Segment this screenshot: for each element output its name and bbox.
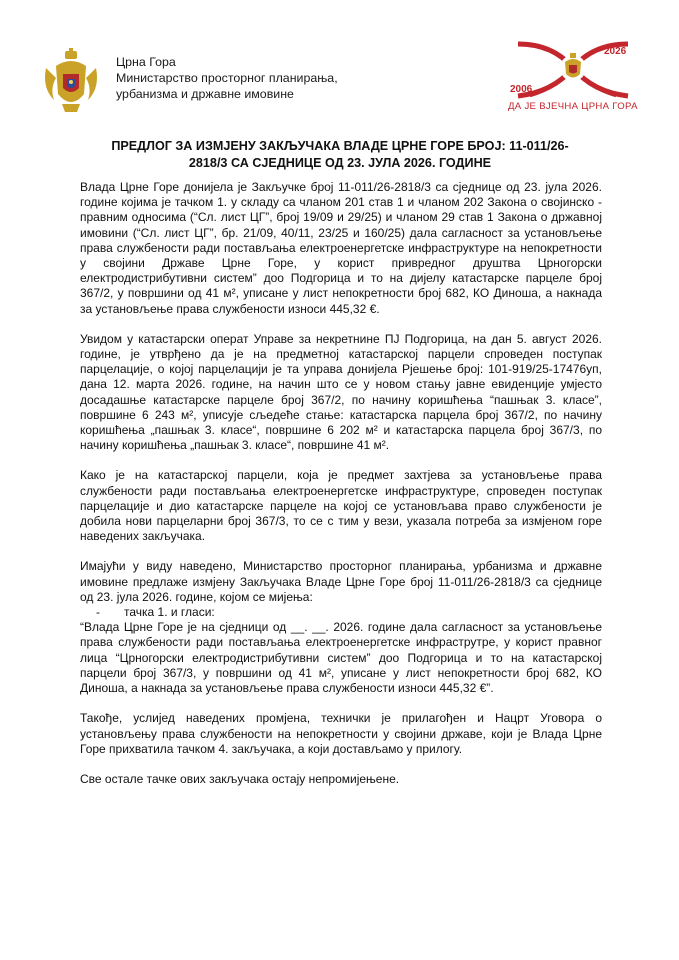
- letterhead: [0, 0, 679, 120]
- country-name: Црна Гора: [116, 55, 176, 69]
- document-title: [70, 138, 610, 172]
- list-item-text: тачка 1. и гласи:: [124, 605, 215, 620]
- coat-of-arms-icon: [40, 48, 102, 116]
- paragraph-cadastre: Увидом у катастарски операт Управе за некретнине ПЈ Подгорица, на дан 5. август 2026. године, је утврђено да је на предметној катастарској парцели спроведен поступак парцелације, о којој парцелацији је та управа донијела Рјешење број: 101-919/25-17476уп, дана 12. марта 2026. године, на начин што се у новом стању јавне евиденције умјесто досадашње катастарске парцеле број 367/2, по начину коришћења “пашњак 3. класе”, површине 6 243 м², уписује сљедеће стање: катастарска парцела број 367/2, по начину коришћења „пашњак 3. класе“, површине 6 202 м² и катастарска парцела број 367/3, по начину коришћења „пашњак 3. класе“, површине 41 м².: [80, 331, 602, 453]
- list-item: [80, 605, 602, 620]
- ministry-name: [116, 54, 338, 102]
- logo-year-end: 2026: [604, 46, 627, 57]
- paragraph-closing: Све остале тачке ових закључака остају непромијењене.: [80, 771, 400, 786]
- document-body: [80, 180, 602, 802]
- title-line-1: ПРЕДЛОГ ЗА ИЗМЈЕНУ ЗАКЉУЧАКА ВЛАДЕ ЦРНЕ ГОРЕ БРОЈ: 11-011/26-: [111, 139, 569, 153]
- paragraph-decision: Влада Црне Горе донијела је Закључке број 11-011/26-2818/3 са сједнице од 23. јула 2026. године којима је тачком 1. у складу са чланом 201 став 1 и чланом 202 Закона о својинско - правним односима (“Сл. лист ЦГ”, број 19/09 и 29/25) и чланом 29 став 1 Закона о државној имовини (“Сл. лист ЦГ”, бр. 21/09, 40/11, 23/25 и 160/25) дала сагласност за установљење права службености ради постављања електроенергетске инфраструктуре на непокретности у својини Државе Црне Горе, у корист привредног друштва Црногорски електродистрибутивни систем” доо Подгорица и то на дијелу катастарске парцеле број 367/2, у површини од 41 м², уписане у лист непокретности број 682, КО Диноша, а накнада за установљење права службености износи 445,32 €.: [80, 180, 602, 316]
- ministry-line-2: урбанизма и државне имовине: [116, 87, 294, 101]
- title-line-2: 2818/3 СА СЈЕДНИЦЕ ОД 23. ЈУЛА 2026. ГОДИНЕ: [188, 156, 492, 170]
- paragraph-proposal: Имајући у виду наведено, Министарство просторног планирања, урбанизма и државне имовине предлаже измјену Закључака Владе Црне Горе број 11-011/26-2818/3 са сједнице од 23. јула 2026. године, којом се мијења:: [80, 559, 602, 604]
- paragraph-quote: “Влада Црне Горе је на сједници од __. __. 2026. године дала сагласност за установљење права службености ради постављања електроенергетске инфраструтре, у корист правног лица “Црногорски електродистрибутивни систем” доо Подгорица и то на катастарској парцели број 367/3, у површини од 41 м², уписане у лист непокретности број 682, КО Диноша, а накнада за установљење права службености износи 445,32 €”.: [80, 620, 602, 696]
- logo-tagline: ДА ЈЕ ВЈЕЧНА ЦРНА ГОРА: [508, 101, 638, 112]
- ministry-line-1: Министарство просторног планирања,: [116, 71, 338, 85]
- paragraph-contract: Такође, услијед наведених промјена, технички је прилагођен и Нацрт Уговора о установљењу права службености на непокретности у својини државе, који је Влада Црне Горе прихватила тачком 4. закључака, а који достављамо у прилогу.: [80, 711, 602, 756]
- logo-year-start: 2006: [510, 84, 533, 95]
- paragraph-parcelation: Како је на катастарској парцели, која је предмет захтјева за установљење права службености ради постављања електроенергетске инфраструктуре, спроведен поступак парцелације и дио катастарске парцеле на којој се установљава право службености је добила нови парцеларни број 367/3, то се с тим у вези, указала потреба за измјеном горе наведених закључака.: [80, 468, 602, 544]
- dash-bullet: -: [96, 605, 100, 620]
